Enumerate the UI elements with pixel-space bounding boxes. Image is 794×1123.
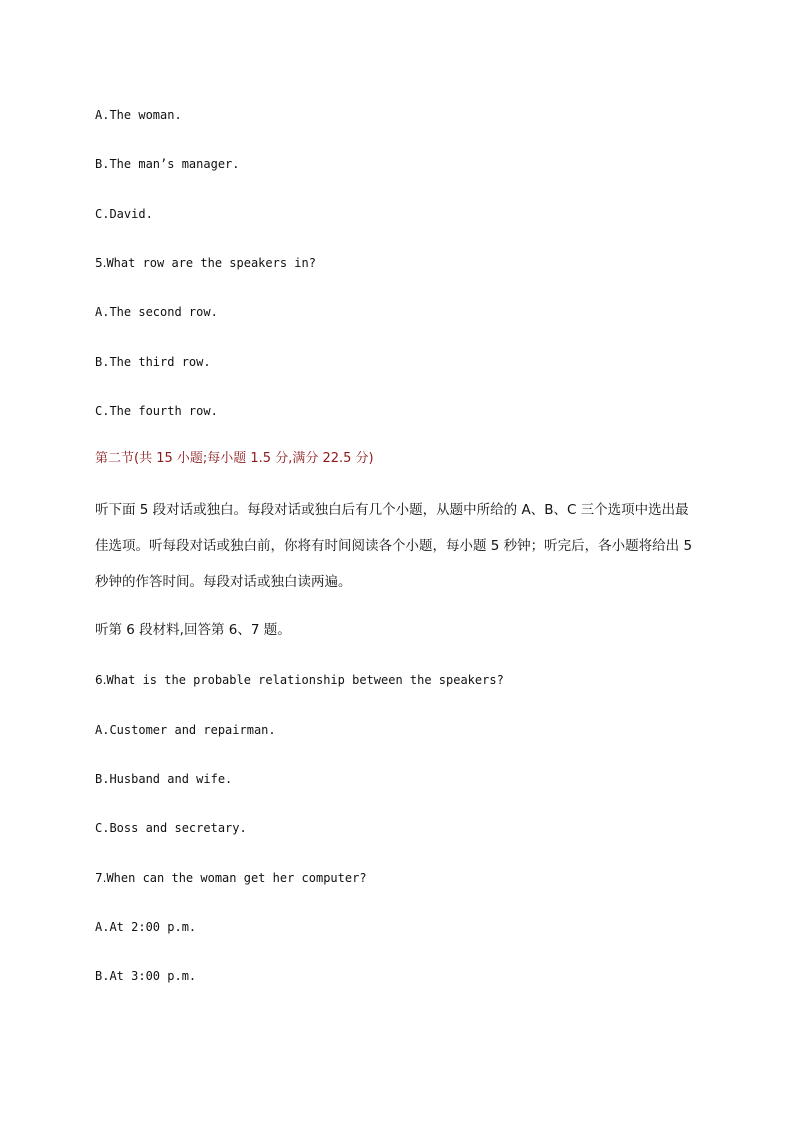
question-6-text: What is the probable relationship between the speakers? [106,673,504,687]
q7-option-b: B.At 3:00 p.m. [95,969,197,983]
question-7 [95,870,367,886]
q4-option-c: C.David. [95,207,153,221]
q4-option-a: A.The woman. [95,108,182,122]
q6-option-b: B.Husband and wife. [95,772,233,786]
material-6-label: 听第 6 段材料,回答第 6、7 题。 [95,622,291,638]
section-2-instructions: 听下面 5 段对话或独白。每段对话或独白后有几个小题，从题中所给的 A、B、C 三个选项中选出最佳选项。听每段对话或独白前，你将有时间阅读各个小题，每小题 5 秒钟；听完后，各小题将给出 5 秒钟的作答时间。每段对话或独白读两遍。 [95,502,693,590]
q5-option-b: B.The third row. [95,355,211,369]
question-6 [95,672,504,688]
q5-option-a: A.The second row. [95,305,218,319]
section-2-heading: 第二节(共 15 小题;每小题 1.5 分,满分 22.5 分) [95,451,374,466]
q5-option-c: C.The fourth row. [95,404,218,418]
q6-option-c: C.Boss and secretary. [95,821,247,835]
question-5-text: What row are the speakers in? [106,256,316,270]
question-5-number: 5. [95,256,107,270]
question-6-number: 6. [95,673,107,687]
question-7-text: When can the woman get her computer? [106,871,367,885]
q4-option-b: B.The man’s manager. [95,157,240,171]
question-7-number: 7. [95,871,107,885]
q7-option-a: A.At 2:00 p.m. [95,920,197,934]
question-5 [95,255,316,271]
q6-option-a: A.Customer and repairman. [95,723,276,737]
